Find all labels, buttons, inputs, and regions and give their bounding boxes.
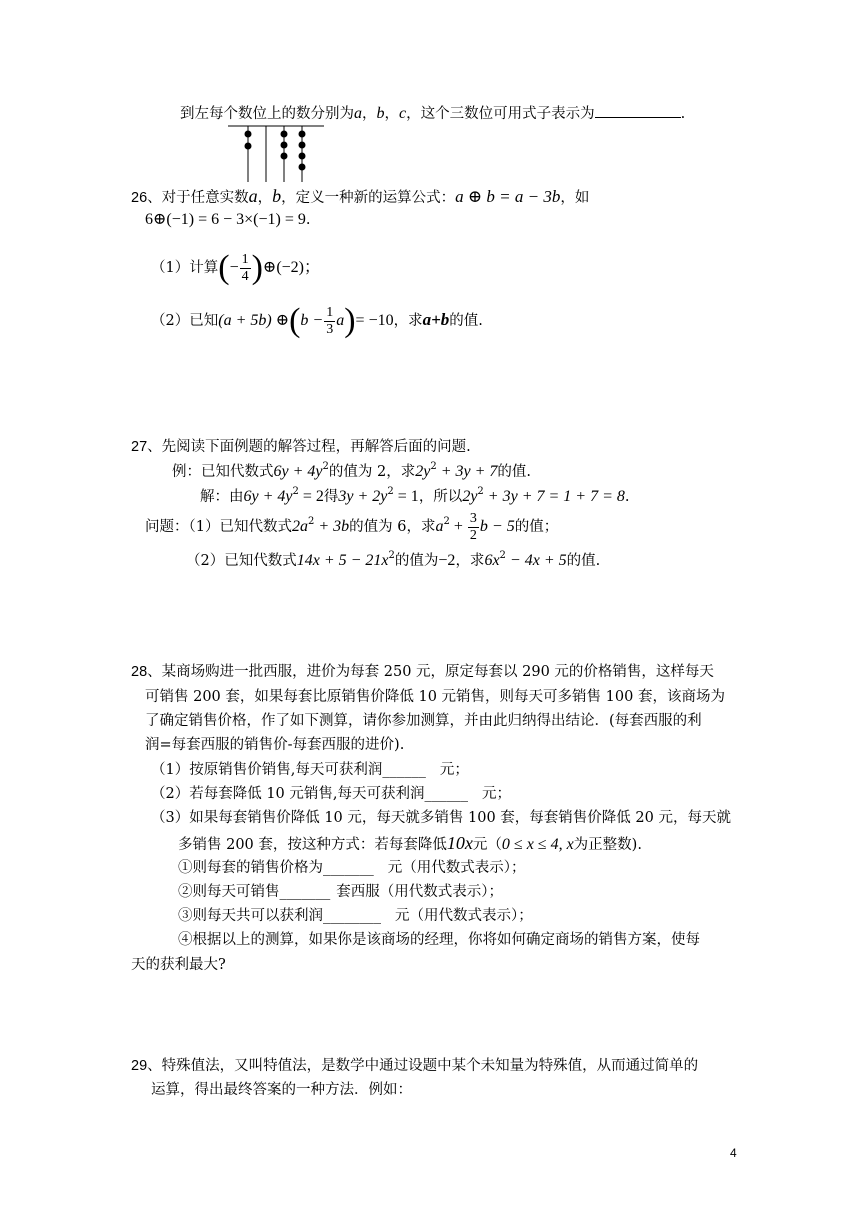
- q27-solution: [200, 486, 630, 508]
- q27-solution-end: .: [624, 489, 630, 505]
- q27-problem2-end: 的值.: [566, 553, 601, 569]
- q27-sup: 2: [430, 461, 437, 472]
- q27-sup: 2: [307, 516, 315, 527]
- q26-minus: −: [229, 259, 239, 276]
- q27-number: 27: [131, 439, 148, 455]
- q26-example-expr: 6⊕(−1) = 6 − 3×(−1) = 9: [145, 211, 306, 228]
- q28-c2-unit: 套西服（用代数式表示）；: [336, 884, 503, 900]
- q27-sup: 2: [499, 550, 506, 561]
- q26-paren-open: (: [218, 249, 230, 286]
- q26-part2-paren-open: (: [289, 302, 301, 339]
- q28-number: 28: [131, 664, 148, 680]
- q26-part2-num: 1: [326, 304, 334, 320]
- q26-comma: ，: [257, 190, 273, 206]
- q29-line1-text: 特殊值法，又叫特值法，是数学中通过设题中某个未知量为特殊值，从而通过简单的: [161, 1058, 699, 1074]
- abacus-bead: [299, 153, 306, 160]
- q28-c3-text: ③则每天共可以获利润________: [178, 908, 381, 924]
- q26-part2-paren-close: ): [344, 302, 356, 339]
- q28-sub-2: [151, 783, 511, 805]
- q26-part2-end: 的值.: [449, 313, 483, 329]
- q27-solution-label: 解：由: [200, 489, 244, 505]
- q28-sep: 、: [147, 664, 162, 680]
- q27-example-end: 的值.: [497, 464, 532, 480]
- q27-solution-eq2: 3y + 2y: [338, 488, 388, 505]
- q27-solution-eq3b: + 3y + 7 = 1 + 7 = 8: [483, 488, 625, 505]
- q27-example-mid: 的值为 2，求: [328, 464, 416, 480]
- q27-solution-eq3: 2y: [462, 488, 478, 505]
- q27-solution-eq1: 6y + 4y: [243, 488, 293, 505]
- q27-problem2-expr: 14x + 5 − 21x: [296, 552, 389, 569]
- q26-part1-label: （1）计算: [151, 260, 219, 276]
- q25-comma-1: ，: [362, 106, 377, 122]
- q27-example-expr: 6y + 4y: [273, 463, 323, 480]
- q27-solution-so: ，所以: [418, 489, 463, 505]
- abacus-bead: [281, 153, 288, 160]
- q28-sub2-unit: 元；: [482, 786, 512, 802]
- q27-intro: [131, 436, 471, 458]
- q26-part2-label: （2）已知: [151, 313, 219, 329]
- q26-part2-expr2-pre: b −: [300, 312, 324, 329]
- q28-c3-unit: 元（用代数式表示）；: [395, 908, 533, 924]
- q28-line-4: 润=每套西服的销售价-每套西服的进价).: [145, 737, 405, 753]
- q28-sub3b-2: 元（: [472, 837, 502, 853]
- q27-problem2-target: 6x: [484, 552, 500, 569]
- q26-intro-3: ，如: [560, 190, 590, 206]
- q26-part1-den: 4: [241, 268, 249, 284]
- q28-c1-text: ①则每套的销售价格为_______: [178, 860, 374, 876]
- q28-c4b: 天的获利最大?: [131, 957, 226, 973]
- q27-example-label: 例：已知代数式: [172, 464, 274, 480]
- q28-c2-text: ②则每天可销售_______: [178, 884, 331, 900]
- q26-number: 26: [131, 190, 148, 206]
- q27-problem1-mid: 的值为 6，求: [349, 519, 436, 535]
- q26-sep: 、: [147, 190, 162, 206]
- q28-line-1: [131, 661, 714, 683]
- q27-problem1-num: 3: [469, 510, 477, 526]
- q27-sup: 2: [388, 550, 395, 561]
- q27-problem-label: 问题：（1）已知代数式: [145, 519, 292, 535]
- q26-intro-1: 对于任意实数: [161, 190, 249, 206]
- q26-part2-target: a+b: [422, 310, 450, 329]
- q26-part2-expr1: (a + 5b) ⊕: [218, 312, 290, 329]
- q27-problem1-expr2: + 3b: [314, 518, 350, 535]
- q28-sub1-text: （1）按原销售价销售,每天可获利润______: [151, 762, 426, 778]
- q26-part2-fraction: [324, 305, 335, 338]
- q25-var-c: c: [399, 105, 407, 122]
- q26-example-end: .: [305, 212, 311, 228]
- q26-formula: a ⊕ b = a − 3b: [455, 187, 561, 206]
- q27-solution-eq2b: = 1: [393, 488, 419, 505]
- q27-problem2: [186, 550, 600, 572]
- q26-part2-expr2-post: a: [336, 312, 345, 329]
- q27-problem1-fraction: [468, 511, 479, 544]
- q27-problem1-expr: 2a: [291, 518, 308, 535]
- q27-problem2-ask: ，求: [455, 553, 485, 569]
- q27-sep: 、: [147, 439, 162, 455]
- q27-sup: 2: [477, 486, 484, 497]
- q27-sup: 2: [322, 461, 329, 472]
- q29-number: 29: [131, 1058, 148, 1074]
- q27-solution-eq1b: = 2: [298, 488, 324, 505]
- q28-sub3b-expr: 10x: [446, 833, 473, 853]
- q27-problem2-target2: − 4x + 5: [505, 552, 567, 569]
- q28-sub-3b: [178, 832, 642, 856]
- q25-text-before: 到左每个数位上的数分别为: [180, 106, 354, 122]
- q27-sup: 2: [387, 486, 394, 497]
- page-number: 4: [730, 1146, 737, 1160]
- q26-part2-ask: ，求: [393, 313, 423, 329]
- q28-line-2: 可销售 200 套，如果每套比原销售价降低 10 元销售，则每天可多销售 100 套，该商场为: [145, 689, 725, 705]
- q27-problem1-target3: b − 5: [479, 518, 515, 535]
- q28-sub3b-3: 为正整数).: [573, 837, 642, 853]
- abacus-bead: [299, 131, 306, 138]
- abacus-bead: [245, 143, 252, 150]
- q26-var-b: b: [272, 186, 282, 206]
- q27-problem1-end: 的值；: [514, 519, 559, 535]
- q27-example: [172, 461, 531, 483]
- q27-problem2-val: −2: [438, 552, 456, 569]
- q26-intro-2: ，定义一种新的运算公式：: [281, 190, 456, 206]
- q27-sup: 2: [292, 486, 299, 497]
- q28-line-3: 了确定销售价格，作了如下测算，请你参加测算，并由此归纳得出结论．(每套西服的利: [145, 713, 702, 729]
- q27-problem2-label: （2）已知代数式: [186, 553, 297, 569]
- q27-sup: 2: [443, 516, 450, 527]
- q27-problem1-target: a: [435, 518, 444, 535]
- q28-sub3b-cond: 0 ≤ x ≤ 4, x: [501, 836, 574, 853]
- q26-part1: [151, 248, 320, 288]
- q27-problem1-target2: +: [449, 518, 467, 535]
- q28-c3: [178, 905, 533, 927]
- q26-part1-num: 1: [241, 251, 249, 267]
- abacus-bead: [299, 142, 306, 149]
- q28-sub-3a: （3）如果每套销售价降低 10 元，每天就多销售 100 套，每套销售价降低 20 元，每天就: [151, 810, 731, 826]
- abacus-figure: [228, 120, 338, 184]
- q26-var-a: a: [248, 186, 258, 206]
- q26-part1-tail: ⊕(−2)；: [262, 259, 321, 276]
- q28-c1-unit: 元（用代数式表示）；: [387, 860, 526, 876]
- q29-line-2: 运算，得出最终答案的一种方法．例如：: [151, 1082, 412, 1098]
- abacus-bead: [299, 164, 306, 171]
- q26-part2-result: = −10: [355, 312, 394, 329]
- q25-end: .: [680, 106, 686, 122]
- q29-line-1: [131, 1055, 698, 1077]
- q28-c2: [178, 881, 503, 903]
- q28-c4a: ④根据以上的测算，如果你是该商场的经理，你将如何确定商场的销售方案，使每: [178, 932, 700, 948]
- q28-line1-text: 某商场购进一批西服，进价为每套 250 元，原定每套以 290 元的价格销售，这样每天: [161, 664, 714, 680]
- abacus-bead: [281, 142, 288, 149]
- q28-sub2-text: （2）若每套降低 10 元销售,每天可获利润______: [151, 786, 469, 802]
- q28-sub1-unit: 元；: [439, 762, 469, 778]
- q25-comma-2: ，: [384, 106, 399, 122]
- q28-c1: [178, 857, 526, 879]
- q27-example-target2: + 3y + 7: [436, 463, 498, 480]
- abacus-bead: [245, 131, 252, 138]
- q25-text-after: ，这个三数位可用式子表示为: [406, 106, 595, 122]
- q25-var-a: a: [354, 105, 362, 122]
- q26-part2-den: 3: [326, 321, 334, 337]
- q27-problem1-den: 2: [469, 527, 477, 543]
- q26-paren-close: ): [251, 249, 263, 286]
- q27-solution-get: 得: [323, 489, 339, 505]
- q27-problem2-mid: 的值为: [394, 553, 439, 569]
- q26-part2: [151, 300, 483, 341]
- q25-answer-blank[interactable]: [595, 103, 681, 118]
- q29-sep: 、: [147, 1058, 162, 1074]
- q27-problem1: [145, 510, 558, 544]
- q26-example: [145, 209, 310, 231]
- q28-sub-1: [151, 759, 469, 781]
- q25-var-b: b: [376, 105, 385, 122]
- abacus-bead: [281, 131, 288, 138]
- q27-example-target: 2y: [415, 463, 431, 480]
- q27-intro-text: 先阅读下面例题的解答过程，再解答后面的问题.: [161, 439, 471, 455]
- q28-sub3b-1: 多销售 200 套，按这种方式：若每套降低: [178, 837, 447, 853]
- q26-intro: [131, 185, 589, 209]
- q26-part1-fraction: [240, 252, 251, 285]
